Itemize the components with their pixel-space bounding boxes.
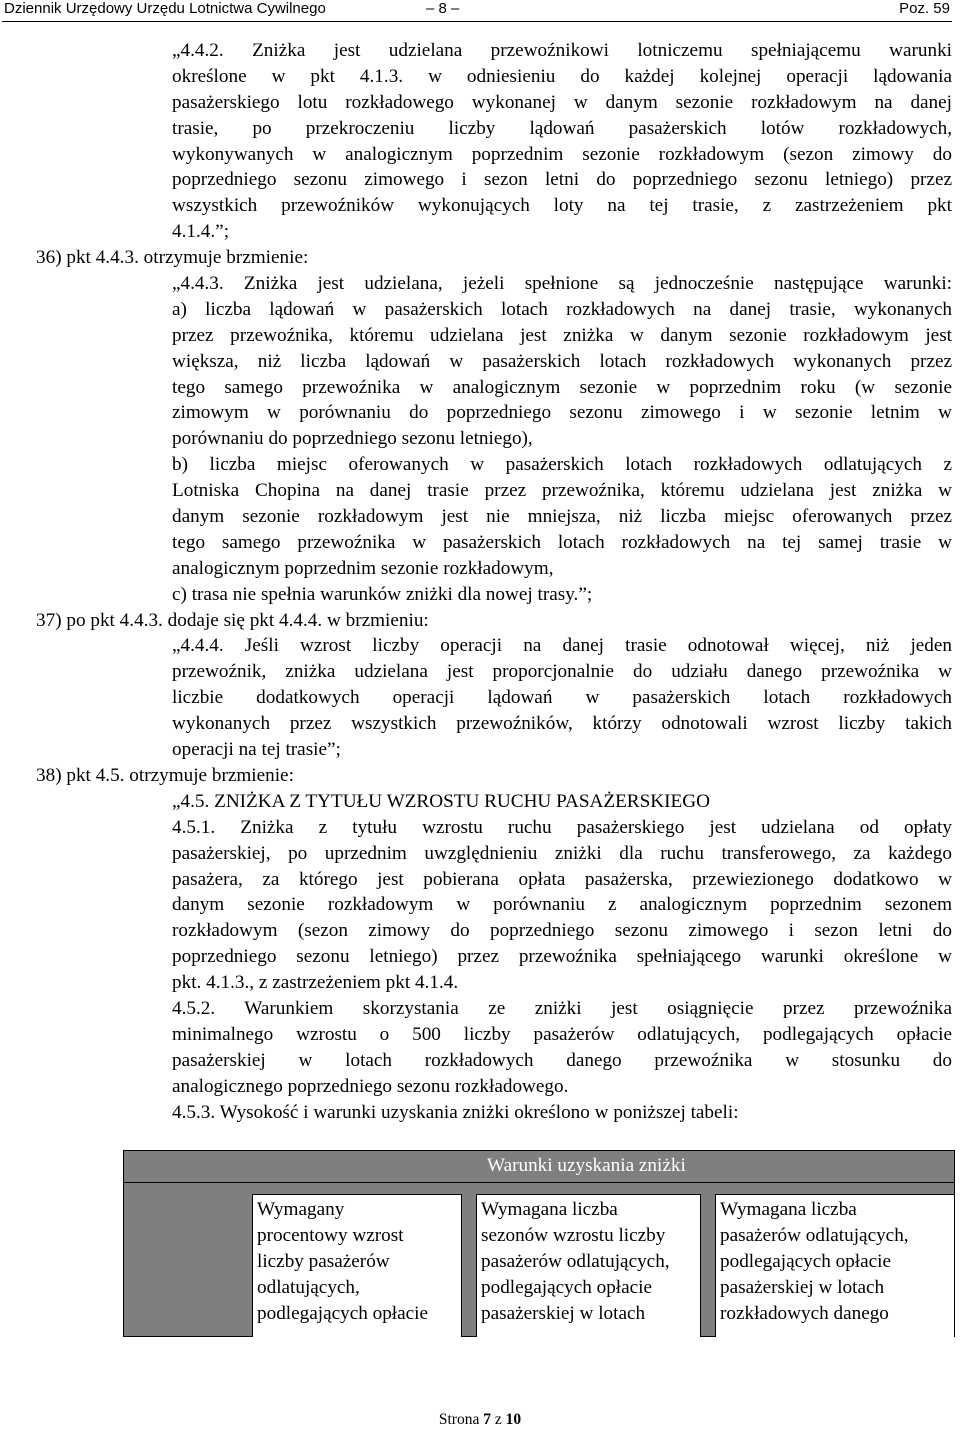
table-cell-line: pasażerów odlatujących,	[720, 1225, 909, 1246]
text-line: 38) pkt 4.5. otrzymuje brzmienie:	[36, 764, 294, 786]
table-cell-line: procentowy wzrost	[257, 1225, 404, 1246]
text-line: b) liczba miejsc oferowanych w pasażerskich lotach rozkładowych odlatujących z	[172, 454, 952, 476]
text-line: 36) pkt 4.4.3. otrzymuje brzmienie:	[36, 247, 309, 269]
text-line: a) liczba lądowań w pasażerskich lotach rozkładowych na danej trasie, wykonanych	[172, 298, 952, 320]
text-line: pasażera, za którego jest pobierana opłata pasażerska, przewiezionego dodatkowo w	[172, 868, 952, 890]
table-cell-line: pasażerów odlatujących,	[481, 1251, 670, 1272]
text-line: poprzedniego sezonu zimowego i sezon letni do poprzedniego sezonu letniego) przez	[172, 169, 952, 191]
text-line: analogicznym poprzednim sezonie rozkładowym,	[172, 557, 554, 579]
document-body	[0, 38, 960, 1125]
text-line: Lotniska Chopina na danej trasie przez przewoźnika, któremu udzielana jest zniżka w	[172, 480, 952, 502]
text-line: c) trasa nie spełnia warunków zniżki dla nowej trasy.”;	[172, 583, 593, 605]
text-line: tego samego przewoźnika w analogicznym sezonie w poprzednim roku (w sezonie	[172, 376, 952, 398]
text-line: „4.4.2. Zniżka jest udzielana przewoźnikowi lotniczemu spełniającemu warunki	[172, 40, 952, 61]
footer-mid: z	[490, 1411, 506, 1428]
text-line: danym sezonie rozkładowym jest nie mniejsza, niż liczba miejsc oferowanych przez	[172, 506, 952, 528]
text-line: danym sezonie rozkładowym w porównaniu z analogicznym poprzednim sezonem	[172, 894, 952, 916]
text-line: przewoźnik, zniżka udzielana jest proporcjonalnie do udziału danego przewoźnika w	[172, 661, 952, 683]
text-line: przez przewoźnika, któremu udzielana jest zniżka w danym sezonie rozkładowym jest	[172, 324, 952, 346]
discount-conditions-table	[123, 1150, 955, 1337]
table-cell-line: podlegających opłacie	[257, 1303, 429, 1324]
position-number: Poz. 59	[899, 0, 950, 17]
text-line: „4.4.4. Jeśli wzrost liczby operacji na danej trasie odnotował więcej, niż jeden	[172, 635, 952, 657]
table-cell-line: podlegających opłacie	[481, 1277, 653, 1298]
text-line: pasażerskiej w lotach rozkładowych danego przewoźnika w stosunku do	[172, 1049, 952, 1071]
header-divider	[2, 21, 952, 22]
table-cell-line: pasażerskiej w lotach	[720, 1277, 885, 1298]
table-cell-line: Wymagana liczba	[720, 1199, 857, 1220]
text-line: pasażerskiej, po uprzednim uwzględnieniu zniżki dla ruchu transferowego, za każdego	[172, 842, 952, 864]
text-line: pkt. 4.1.3., z zastrzeżeniem pkt 4.1.4.	[172, 972, 459, 994]
table-cell-line: sezonów wzrostu liczby	[481, 1225, 666, 1246]
text-line: 4.5.2. Warunkiem skorzystania ze zniżki jest osiągnięcie przez przewoźnika	[172, 997, 952, 1019]
table-header-label: Warunki uzyskania zniżki	[487, 1155, 686, 1176]
text-line: poprzedniego sezonu letniego) przez przewoźnika spełniającego warunki określone w	[172, 946, 952, 968]
table-cell-line: pasażerskiej w lotach	[481, 1303, 646, 1324]
table-header	[123, 1150, 955, 1183]
table-cell-percent-growth	[252, 1194, 462, 1337]
table-cell-line: liczby pasażerów	[257, 1251, 390, 1272]
text-line: analogicznego poprzedniego sezonu rozkładowego.	[172, 1075, 569, 1097]
table-cell-seasons-growth	[476, 1194, 701, 1337]
text-line: określone w pkt 4.1.3. w odniesieniu do każdej kolejnej operacji lądowania	[172, 65, 952, 87]
text-line: 4.1.4.”;	[172, 221, 230, 243]
text-line: tego samego przewoźnika w pasażerskich lotach rozkładowych na tej samej trasie w	[172, 531, 952, 553]
page-header	[4, 0, 950, 22]
table-cell-line: podlegających opłacie	[720, 1251, 892, 1272]
journal-title: Dziennik Urzędowy Urzędu Lotnictwa Cywilnego	[4, 0, 326, 17]
text-line: trasie, po przekroczeniu liczby lądowań pasażerskich lotów rozkładowych,	[172, 117, 952, 139]
text-line: minimalnego wzrostu o 500 liczby pasażerów odlatujących, podlegających opłacie	[172, 1023, 952, 1045]
text-line: pasażerskiego lotu rozkładowego wykonanej w danym sezonie rozkładowym na danej	[172, 91, 952, 113]
footer-page: 7	[483, 1411, 491, 1428]
page-footer	[0, 1411, 960, 1429]
text-line: zimowym w porównaniu do poprzedniego sezonu zimowego i w sezonie letnim w	[172, 402, 952, 424]
table-cell-line: Wymagany	[257, 1199, 345, 1220]
table-cell-line: odlatujących,	[257, 1277, 360, 1298]
text-line: porównaniu do poprzedniego sezonu letniego),	[172, 428, 533, 450]
text-line: liczbie dodatkowych operacji lądowań w pasażerskich lotach rozkładowych	[172, 687, 952, 709]
page-number-header: – 8 –	[426, 0, 460, 17]
text-line: rozkładowym (sezon zimowy do poprzedniego sezonu zimowego i sezon letni do	[172, 920, 952, 942]
footer-prefix: Strona	[438, 1411, 484, 1428]
table-cell-line: rozkładowych danego	[720, 1303, 889, 1324]
text-line: większa, niż liczba lądowań w pasażerskich lotach rozkładowych wykonanych przez	[172, 350, 952, 372]
text-line: operacji na tej trasie”;	[172, 739, 341, 761]
text-line: 37) po pkt 4.4.3. dodaje się pkt 4.4.4. w brzmieniu:	[36, 609, 429, 631]
table-cell-line: Wymagana liczba	[481, 1199, 618, 1220]
text-line: „4.4.3. Zniżka jest udzielana, jeżeli spełnione są jednocześnie następujące warunki:	[172, 273, 952, 295]
text-line: 4.5.3. Wysokość i warunki uzyskania zniżki określono w poniższej tabeli:	[172, 1101, 739, 1123]
text-line: wykonywanych w analogicznym poprzednim sezonie rozkładowym (sezon zimowy do	[172, 143, 952, 165]
text-line: „4.5. ZNIŻKA Z TYTUŁU WZROSTU RUCHU PASAŻERSKIEGO	[172, 790, 710, 812]
table-cell-passenger-count	[715, 1194, 955, 1337]
text-line: wykonanych przez wszystkich przewoźników, którzy odnotowali wzrost liczby takich	[172, 713, 952, 735]
footer-total: 10	[505, 1411, 522, 1428]
text-line: 4.5.1. Zniżka z tytułu wzrostu ruchu pasażerskiego jest udzielana od opłaty	[172, 816, 952, 838]
text-line: wszystkich przewoźników wykonujących loty na tej trasie, z zastrzeżeniem pkt	[172, 195, 952, 217]
